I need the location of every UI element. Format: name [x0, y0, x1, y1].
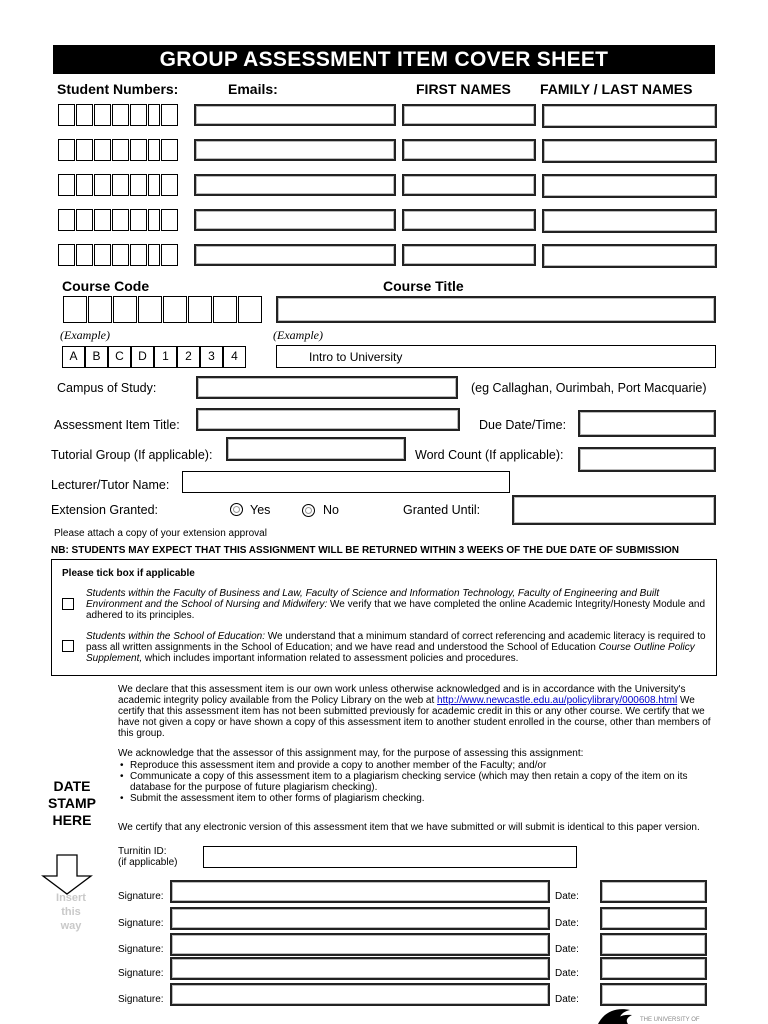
student-number-digit-cell[interactable] — [58, 104, 75, 126]
student-first-name-input[interactable] — [402, 104, 536, 126]
course-code-digit-cell[interactable] — [238, 296, 262, 323]
student-number-digit-cell[interactable] — [112, 209, 129, 231]
course-code-digit-cell[interactable] — [188, 296, 212, 323]
student-number-digit-cell[interactable] — [112, 104, 129, 126]
student-number-digit-cell[interactable] — [130, 139, 147, 161]
signature-date-input[interactable] — [600, 880, 707, 903]
student-number-digit-cell[interactable] — [148, 139, 160, 161]
signature-input[interactable] — [170, 983, 550, 1006]
signature-input[interactable] — [170, 957, 550, 980]
electronic-certify: We certify that any electronic version of this assessment item that we have submitted or will submit is identical to this paper version. — [118, 822, 700, 833]
student-last-name-input[interactable] — [542, 104, 717, 128]
extension-no-radio[interactable] — [302, 504, 315, 517]
example-code-cell: 3 — [200, 346, 223, 368]
date-stamp-label: DATE STAMP HERE — [48, 778, 96, 828]
title-bar — [53, 45, 715, 74]
student-number-digit-cell[interactable] — [148, 174, 160, 196]
student-number-digit-cell[interactable] — [94, 209, 111, 231]
student-number-digit-cell[interactable] — [148, 209, 160, 231]
bullet-icon: • — [120, 771, 124, 782]
student-number-digit-cell[interactable] — [112, 244, 129, 266]
signature-label: Signature: — [118, 918, 164, 929]
student-number-digit-cell[interactable] — [76, 244, 93, 266]
tutorial-group-label: Tutorial Group (If applicable): — [51, 448, 213, 462]
faculty-integrity-body: We verify that we have completed the online Academic Integrity/Honesty Module and adhered to its principles. — [86, 599, 706, 621]
student-last-name-input[interactable] — [542, 244, 717, 268]
word-count-label: Word Count (If applicable): — [415, 448, 564, 462]
student-email-input[interactable] — [194, 139, 396, 161]
declaration-text-start: We declare that this assessment item is our own work unless otherwise acknowledged and is in accordance with the University's academic integrity policy available from the Policy Library on the web at — [118, 684, 686, 706]
signature-date-label: Date: — [555, 994, 579, 1005]
student-email-input[interactable] — [194, 174, 396, 196]
course-code-label: Course Code — [62, 278, 150, 294]
student-number-digit-cell[interactable] — [161, 139, 178, 161]
student-number-digit-cell[interactable] — [76, 139, 93, 161]
acknowledge-bullet-text: Reproduce this assessment item and provide a copy to another member of the Faculty; and/or — [130, 760, 547, 771]
course-code-digit-cell[interactable] — [88, 296, 112, 323]
student-first-name-input[interactable] — [402, 174, 536, 196]
example-code-cell: D — [131, 346, 154, 368]
example-code-cell: 2 — [177, 346, 200, 368]
student-last-name-input[interactable] — [542, 174, 717, 198]
word-count-input[interactable] — [578, 447, 716, 472]
student-number-digit-cell[interactable] — [130, 104, 147, 126]
extension-no-label: No — [323, 503, 339, 517]
signature-date-label: Date: — [555, 968, 579, 979]
student-number-digit-cell[interactable] — [58, 139, 75, 161]
declaration-paragraph — [118, 684, 716, 739]
example-code-cell: 1 — [154, 346, 177, 368]
signature-date-input[interactable] — [600, 933, 707, 956]
student-number-digit-cell[interactable] — [148, 244, 160, 266]
granted-until-label: Granted Until: — [403, 503, 481, 517]
insert-this-way: Insert this way — [56, 892, 86, 932]
signature-input[interactable] — [170, 907, 550, 930]
course-code-digit-cell[interactable] — [163, 296, 187, 323]
assessment-title-label: Assessment Item Title: — [54, 418, 180, 432]
education-literacy-text — [86, 631, 708, 664]
signature-date-label: Date: — [555, 944, 579, 955]
attach-note: Please attach a copy of your extension approval — [54, 528, 267, 539]
student-number-digit-cell[interactable] — [94, 244, 111, 266]
course-code-digit-cell[interactable] — [113, 296, 137, 323]
acknowledge-bullet — [118, 760, 716, 771]
student-number-digit-cell[interactable] — [130, 209, 147, 231]
declaration-text-end: We certify that this assessment item has not been submitted previously for academic credit in this or any other course. We certify that we have not given a copy or have shown a copy of this assessment item to another student enrolled in the course, other than members of this group. — [118, 695, 711, 739]
student-last-name-input[interactable] — [542, 209, 717, 233]
student-number-digit-cell[interactable] — [148, 104, 160, 126]
student-number-digit-cell[interactable] — [112, 139, 129, 161]
student-number-digit-cell[interactable] — [161, 174, 178, 196]
acknowledge-paragraph: We acknowledge that the assessor of this assignment may, for the purpose of assessing this assignment: — [118, 748, 584, 759]
signature-input[interactable] — [170, 880, 550, 903]
signature-label: Signature: — [118, 944, 164, 955]
student-number-digit-cell[interactable] — [76, 104, 93, 126]
example-code-cell: A — [62, 346, 85, 368]
signature-label: Signature: — [118, 891, 164, 902]
course-code-digit-cell[interactable] — [138, 296, 162, 323]
student-number-digit-cell[interactable] — [76, 209, 93, 231]
example-code-cell: B — [85, 346, 108, 368]
student-number-digit-cell[interactable] — [130, 244, 147, 266]
tutorial-group-input[interactable] — [226, 437, 406, 461]
student-first-name-input[interactable] — [402, 244, 536, 266]
example-code-cell: 4 — [223, 346, 246, 368]
assessment-title-input[interactable] — [196, 408, 460, 431]
student-first-name-input[interactable] — [402, 139, 536, 161]
university-name: THE UNIVERSITY OF — [640, 1017, 700, 1023]
signature-input[interactable] — [170, 933, 550, 956]
example-course-title — [276, 345, 716, 368]
student-last-name-input[interactable] — [542, 139, 717, 163]
student-number-digit-cell[interactable] — [161, 209, 178, 231]
student-number-digit-cell[interactable] — [161, 244, 178, 266]
signature-label: Signature: — [118, 968, 164, 979]
education-policy-title: Course Outline Policy Supplement, — [86, 642, 695, 664]
family-names-header: FAMILY / LAST NAMES — [540, 81, 693, 97]
signature-date-label: Date: — [555, 918, 579, 929]
acknowledge-bullet — [118, 793, 716, 804]
course-title-input[interactable] — [276, 296, 716, 323]
student-number-digit-cell[interactable] — [94, 174, 111, 196]
code-example-label: (Example) — [60, 328, 110, 342]
student-email-input[interactable] — [194, 209, 396, 231]
signature-label: Signature: — [118, 994, 164, 1005]
lecturer-label: Lecturer/Tutor Name: — [51, 478, 170, 492]
bullet-icon: • — [120, 793, 124, 804]
course-title-label: Course Title — [383, 278, 464, 294]
tick-panel — [51, 559, 717, 676]
nb-note: NB: STUDENTS MAY EXPECT THAT THIS ASSIGNMENT WILL BE RETURNED WITHIN 3 WEEKS OF THE DUE DATE OF SUBMISSION — [51, 545, 679, 556]
extension-label: Extension Granted: — [51, 503, 159, 517]
student-number-digit-cell[interactable] — [58, 244, 75, 266]
signature-date-label: Date: — [555, 891, 579, 902]
emails-header: Emails: — [228, 81, 278, 97]
extension-yes-label: Yes — [250, 503, 271, 517]
acknowledge-bullet-text: Submit the assessment item to other forms of plagiarism checking. — [130, 793, 425, 804]
bullet-icon: • — [120, 760, 124, 771]
acknowledge-bullets — [118, 760, 716, 804]
granted-until-input[interactable] — [512, 495, 716, 525]
campus-input[interactable] — [196, 376, 458, 399]
policy-library-link[interactable]: http://www.newcastle.edu.au/policylibrary/000608.html — [437, 695, 678, 706]
signature-date-input[interactable] — [600, 957, 707, 980]
example-course-title-text: Intro to University — [309, 350, 403, 364]
course-code-digit-cell[interactable] — [63, 296, 87, 323]
due-date-input[interactable] — [578, 410, 716, 437]
acknowledge-bullet-text: Communicate a copy of this assessment item to a plagiarism checking service (which may then retain a copy of the item on its database for the purpose of future plagiarism checking). — [130, 771, 688, 793]
extension-yes-radio[interactable] — [230, 503, 243, 516]
course-code-digit-cell[interactable] — [213, 296, 237, 323]
education-literacy-body: We understand that a minimum standard of correct referencing and academic literacy is required to pass all written assignments in the School of Education; and we have read and understood the School of Education — [86, 631, 706, 653]
faculty-integrity-text — [86, 588, 708, 621]
turnitin-label: Turnitin ID: — [118, 846, 167, 857]
student-number-digit-cell[interactable] — [112, 174, 129, 196]
due-date-label: Due Date/Time: — [479, 418, 567, 432]
example-code-cell: C — [108, 346, 131, 368]
faculty-integrity-italic: Students within the Faculty of Business and Law, Faculty of Science and Information Technology, Faculty of Engineering and Built Environment and the School of Nursing and Midwifery: — [86, 588, 660, 610]
first-names-header: FIRST NAMES — [416, 81, 511, 97]
student-number-digit-cell[interactable] — [94, 104, 111, 126]
student-number-digit-cell[interactable] — [94, 139, 111, 161]
education-literacy-italic: Students within the School of Education: — [86, 631, 266, 642]
campus-hint: (eg Callaghan, Ourimbah, Port Macquarie) — [471, 381, 707, 395]
tick-heading: Please tick box if applicable — [62, 568, 195, 579]
student-number-digit-cell[interactable] — [130, 174, 147, 196]
student-number-digit-cell[interactable] — [58, 174, 75, 196]
turnitin-sub-label: (if applicable) — [118, 857, 178, 868]
student-first-name-input[interactable] — [402, 209, 536, 231]
acknowledge-bullet — [118, 771, 716, 793]
turnitin-input[interactable] — [203, 846, 577, 868]
title-example-label: (Example) — [273, 328, 323, 342]
down-arrow-icon — [40, 854, 100, 896]
university-logo-icon — [596, 1006, 636, 1024]
signature-date-input[interactable] — [600, 907, 707, 930]
page-title: GROUP ASSESSMENT ITEM COVER SHEET — [159, 48, 609, 71]
education-literacy-checkbox[interactable] — [62, 640, 74, 652]
student-email-input[interactable] — [194, 104, 396, 126]
lecturer-input[interactable] — [182, 471, 510, 493]
education-literacy-body-end: which includes important information related to assessment policies and procedures. — [142, 653, 519, 664]
campus-label: Campus of Study: — [57, 381, 157, 395]
student-number-digit-cell[interactable] — [161, 104, 178, 126]
student-email-input[interactable] — [194, 244, 396, 266]
student-number-digit-cell[interactable] — [76, 174, 93, 196]
faculty-integrity-checkbox[interactable] — [62, 598, 74, 610]
student-numbers-header: Student Numbers: — [57, 81, 179, 97]
student-number-digit-cell[interactable] — [58, 209, 75, 231]
signature-date-input[interactable] — [600, 983, 707, 1006]
